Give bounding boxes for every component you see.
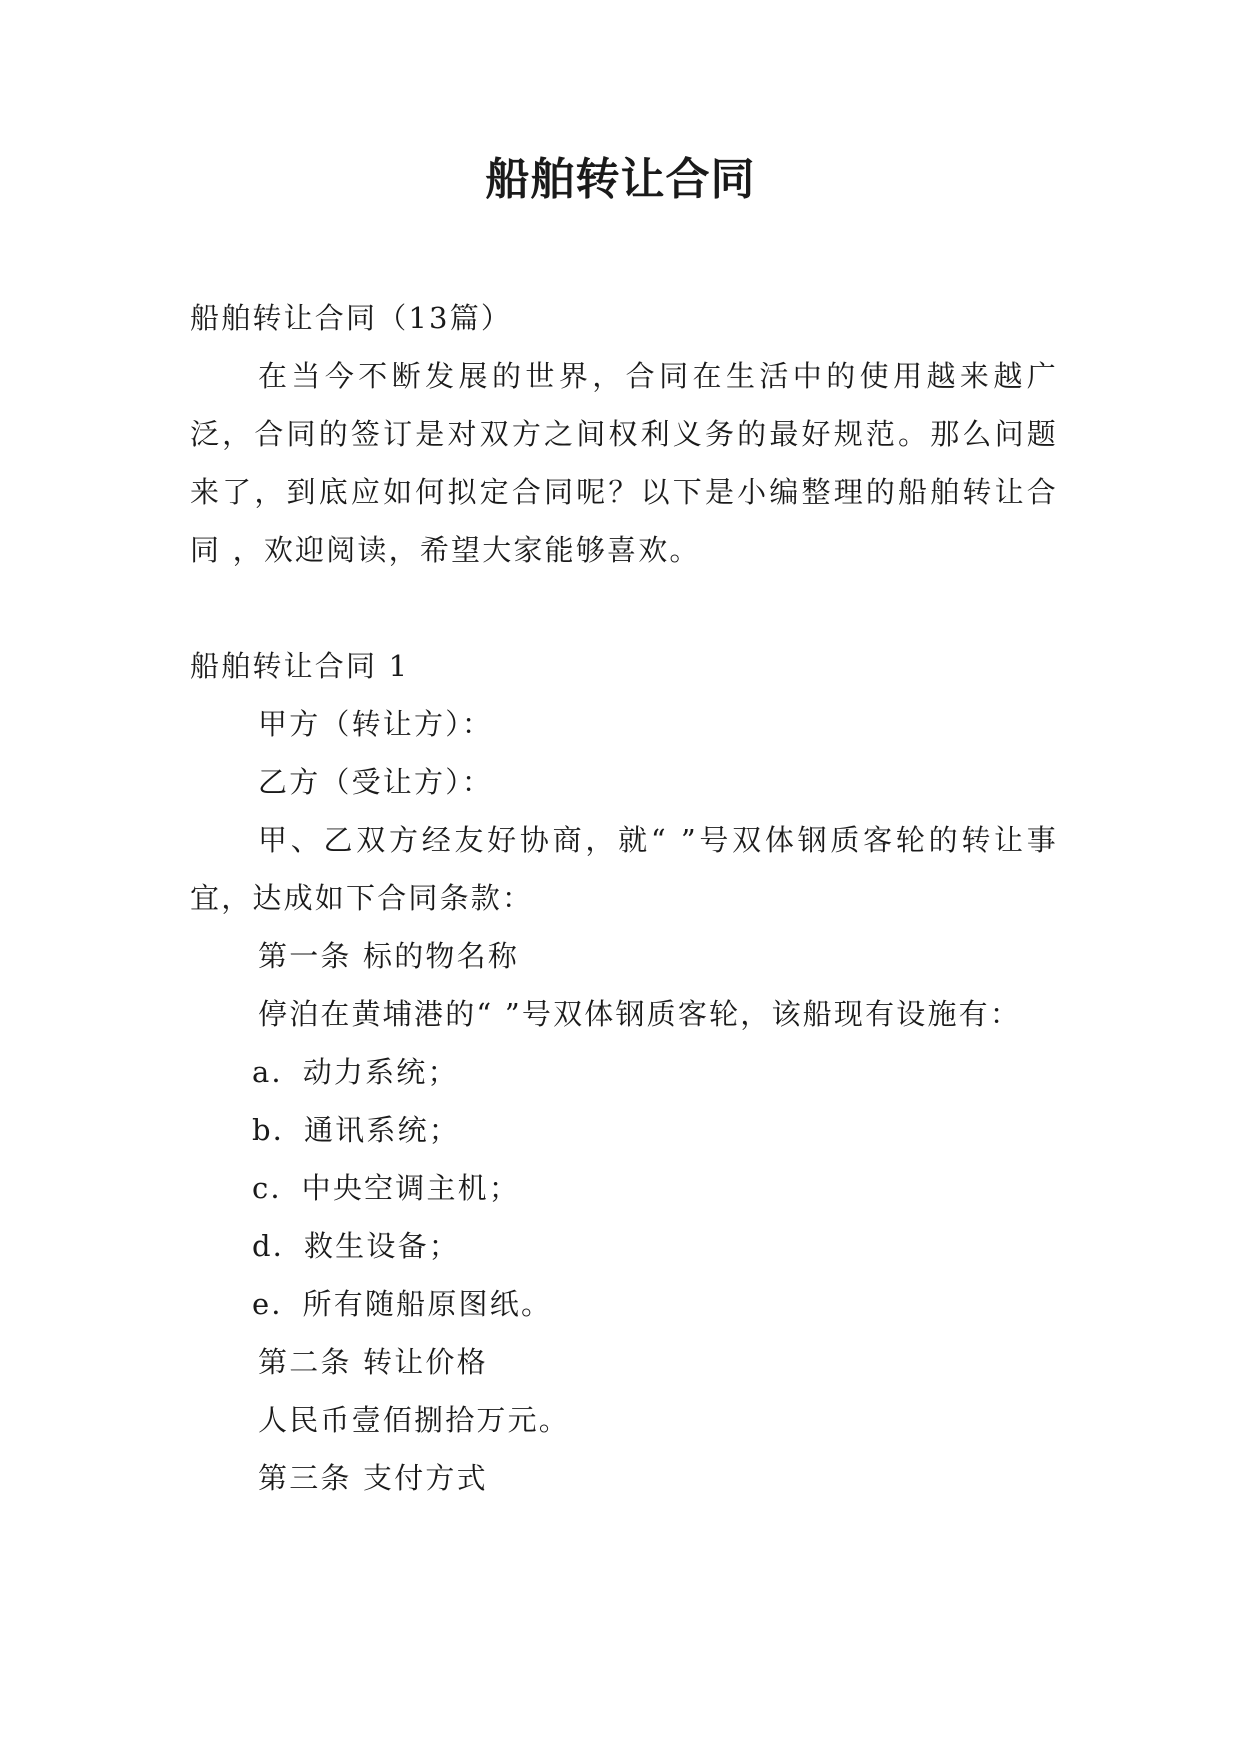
article-2-text: 人民币壹佰捌拾万元。 — [258, 1403, 571, 1437]
paragraph-gap — [190, 579, 1058, 637]
facility-item: c．中央空调主机； — [252, 1171, 521, 1205]
facility-item: e．所有随船原图纸。 — [252, 1287, 553, 1321]
section-heading: 船舶转让合同 1 — [190, 649, 410, 683]
document-title: 船舶转让合同 — [485, 154, 756, 205]
article-2-title: 第二条 转让价格 — [258, 1345, 488, 1379]
article-1-text: 停泊在黄埔港的“ ”号双体钢质客轮，该船现有设施有： — [258, 997, 1022, 1031]
document-subtitle: 船舶转让合同（13篇） — [190, 301, 513, 335]
party-a-line: 甲方（转让方）： — [258, 707, 494, 741]
article-3-title: 第三条 支付方式 — [258, 1461, 488, 1495]
facility-item: d．救生设备； — [252, 1229, 460, 1263]
document-body — [190, 289, 1058, 1507]
facility-item: a．动力系统； — [252, 1055, 459, 1089]
intro-paragraph: 在当今不断发展的世界，合同在生活中的使用越来越广泛，合同的签订是对双方之间权利义务的最好规范。那么问题来了，到底应如何拟定合同呢？以下是小编整理的船舶转让合同 ，欢迎阅读，希望大家能够喜欢。 — [190, 359, 1058, 567]
preamble-paragraph: 甲、乙双方经友好协商，就“ ”号双体钢质客轮的转让事宜，达成如下合同条款： — [190, 823, 1058, 915]
facility-item: b．通讯系统； — [252, 1113, 460, 1147]
article-1-title: 第一条 标的物名称 — [258, 939, 520, 973]
party-b-line: 乙方（受让方）： — [258, 765, 494, 799]
